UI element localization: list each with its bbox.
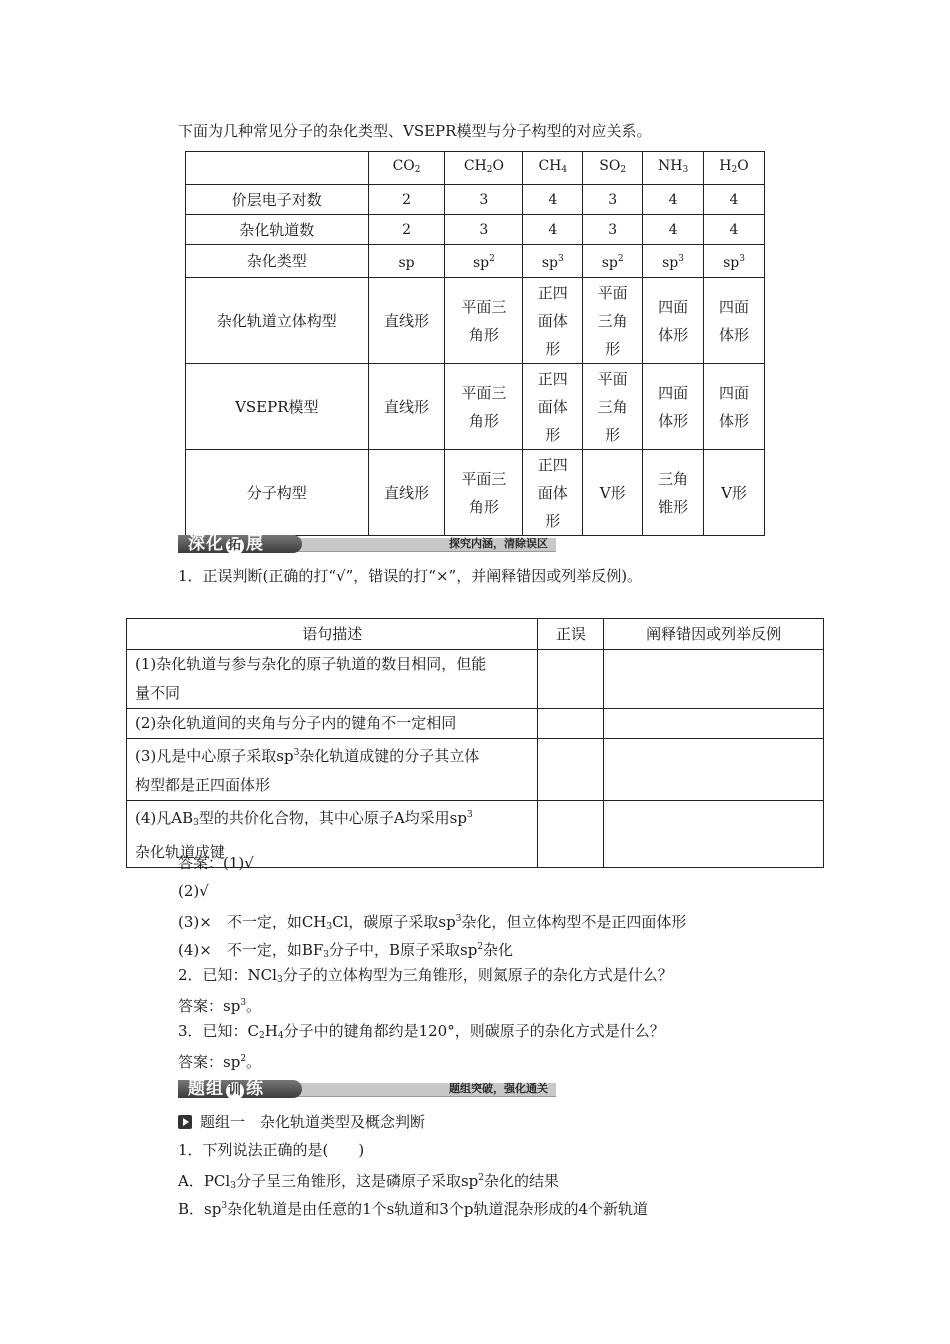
judgement-cell — [538, 801, 604, 868]
banner-tag: 题组突破，强化通关 — [449, 1082, 548, 1095]
row-label: 价层电子对数 — [186, 185, 369, 215]
row-label: 杂化轨道数 — [186, 215, 369, 245]
statement-cell: (4)凡$AB_3$型的共价化合物，其中心原子A均采用$sp^3$ 杂化轨道成键 — [127, 801, 538, 868]
banner-tag: 探究内涵，清除误区 — [449, 537, 548, 550]
table-cell: $sp^2$ — [445, 245, 523, 278]
column-header: 阐释错因或列举反例 — [604, 619, 824, 650]
column-header: 正误 — [538, 619, 604, 650]
judgement-cell — [538, 650, 604, 709]
table-cell: 四面 体形 — [643, 278, 704, 364]
table-row — [186, 450, 765, 536]
statement-cell: (2)杂化轨道间的夹角与分子内的键角不一定相同 — [127, 709, 538, 739]
banner-title: 深化 拓 展 — [188, 534, 264, 554]
banner-title: 题组 训 练 — [188, 1079, 264, 1099]
table-row — [186, 215, 765, 245]
answer-line: (4)× 不一定，如$BF_3$分子中，B原子采取$sp^2$杂化 — [178, 941, 514, 960]
table-cell: 4 — [704, 215, 765, 245]
molecule-cell: $CH_4$ — [523, 152, 583, 185]
table-cell: $sp^3$ — [643, 245, 704, 278]
table-cell: 直线形 — [368, 364, 445, 450]
explanation-cell — [604, 709, 824, 739]
group-heading: 题组一 杂化轨道类型及概念判断 — [178, 1112, 425, 1132]
play-icon — [178, 1115, 192, 1129]
explanation-cell — [604, 739, 824, 801]
answer-line: (3)× 不一定，如$CH_3Cl$，碳原子采取$sp^3$杂化，但立体构型不是正四面体形 — [178, 913, 687, 932]
table-cell: 直线形 — [368, 278, 445, 364]
table-cell: 平面 三角 形 — [583, 278, 643, 364]
mcq-stem: 1．下列说法正确的是( ) — [178, 1141, 365, 1159]
question-1-prompt: 1．正误判断(正确的打“√”，错误的打“×”，并阐释错因或列举反例)。 — [178, 567, 643, 585]
question-2: 2．已知：NCl$_3$分子的立体构型为三角锥形，则氮原子的杂化方式是什么？ — [178, 966, 673, 985]
table-cell: 正四 面体 形 — [523, 278, 583, 364]
table-cell: 3 — [445, 215, 523, 245]
molecule-cell: $CO_2$ — [368, 152, 445, 185]
table-cell: $sp^3$ — [523, 245, 583, 278]
row-label: 杂化轨道立体构型 — [186, 278, 369, 364]
column-header: 语句描述 — [127, 619, 538, 650]
explanation-cell — [604, 801, 824, 868]
answer-2: 答案：$sp^3$。 — [178, 997, 262, 1015]
table-cell: 平面三 角形 — [445, 364, 523, 450]
molecule-cell: $NH_3$ — [643, 152, 704, 185]
table-cell: 2 — [368, 215, 445, 245]
answer-3: 答案：$sp^2$。 — [178, 1053, 262, 1071]
table-cell: 平面三 角形 — [445, 450, 523, 536]
answer-line: (2)√ — [178, 882, 209, 900]
table-cell: V形 — [704, 450, 765, 536]
table-row — [186, 245, 765, 278]
table-cell: 4 — [523, 185, 583, 215]
molecule-cell: $H_2O$ — [704, 152, 765, 185]
table-corner-cell — [186, 152, 369, 185]
explanation-cell — [604, 650, 824, 709]
table-cell: 正四 面体 形 — [523, 364, 583, 450]
mcq-option-a: A．PCl$_3$分子呈三角锥形，这是磷原子采取$sp^2$杂化的结果 — [178, 1172, 559, 1191]
table-cell: 2 — [368, 185, 445, 215]
table-header-row — [186, 152, 765, 185]
molecule-cell: $SO_2$ — [583, 152, 643, 185]
answer-line: 答案：(1)√ — [178, 854, 254, 872]
table-cell: sp — [368, 245, 445, 278]
table-row — [186, 364, 765, 450]
table-cell: 直线形 — [368, 450, 445, 536]
table-cell: 3 — [583, 185, 643, 215]
table-row — [127, 739, 824, 801]
table-cell: 4 — [704, 185, 765, 215]
table-cell: 3 — [445, 185, 523, 215]
mcq-option-b: B．$sp^3$杂化轨道是由任意的1个s轨道和3个p轨道混杂形成的4个新轨道 — [178, 1200, 648, 1218]
section-banner-practice — [178, 1078, 556, 1100]
hybridization-table — [185, 151, 765, 536]
table-header-row — [127, 619, 824, 650]
statement-cell: (3)凡是中心原子采取$sp^3$杂化轨道成键的分子其立体 构型都是正四面体形 — [127, 739, 538, 801]
table-row — [186, 278, 765, 364]
table-row — [127, 709, 824, 739]
row-label: 分子构型 — [186, 450, 369, 536]
table-cell: 四面 体形 — [704, 364, 765, 450]
true-false-table — [126, 618, 824, 868]
question-3: 3．已知：$C_2H_4$分子中的键角都约是120°，则碳原子的杂化方式是什么？ — [178, 1022, 665, 1041]
section-banner-deepen — [178, 533, 556, 555]
intro-text: 下面为几种常见分子的杂化类型、VSEPR模型与分子构型的对应关系。 — [178, 122, 652, 140]
statement-cell: (1)杂化轨道与参与杂化的原子轨道的数目相同，但能 量不同 — [127, 650, 538, 709]
table-cell: 平面 三角 形 — [583, 364, 643, 450]
table-cell: 4 — [643, 185, 704, 215]
table-cell: $sp^3$ — [704, 245, 765, 278]
table-cell: 平面三 角形 — [445, 278, 523, 364]
table-cell: 四面 体形 — [643, 364, 704, 450]
row-label: 杂化类型 — [186, 245, 369, 278]
molecule-cell: $CH_2O$ — [445, 152, 523, 185]
table-cell: $sp^2$ — [583, 245, 643, 278]
table-cell: 三角 锥形 — [643, 450, 704, 536]
table-cell: 正四 面体 形 — [523, 450, 583, 536]
table-row — [127, 650, 824, 709]
table-row — [186, 185, 765, 215]
table-cell: V形 — [583, 450, 643, 536]
table-cell: 3 — [583, 215, 643, 245]
judgement-cell — [538, 709, 604, 739]
row-label: VSEPR模型 — [186, 364, 369, 450]
table-cell: 4 — [523, 215, 583, 245]
table-cell: 四面 体形 — [704, 278, 765, 364]
table-cell: 4 — [643, 215, 704, 245]
judgement-cell — [538, 739, 604, 801]
